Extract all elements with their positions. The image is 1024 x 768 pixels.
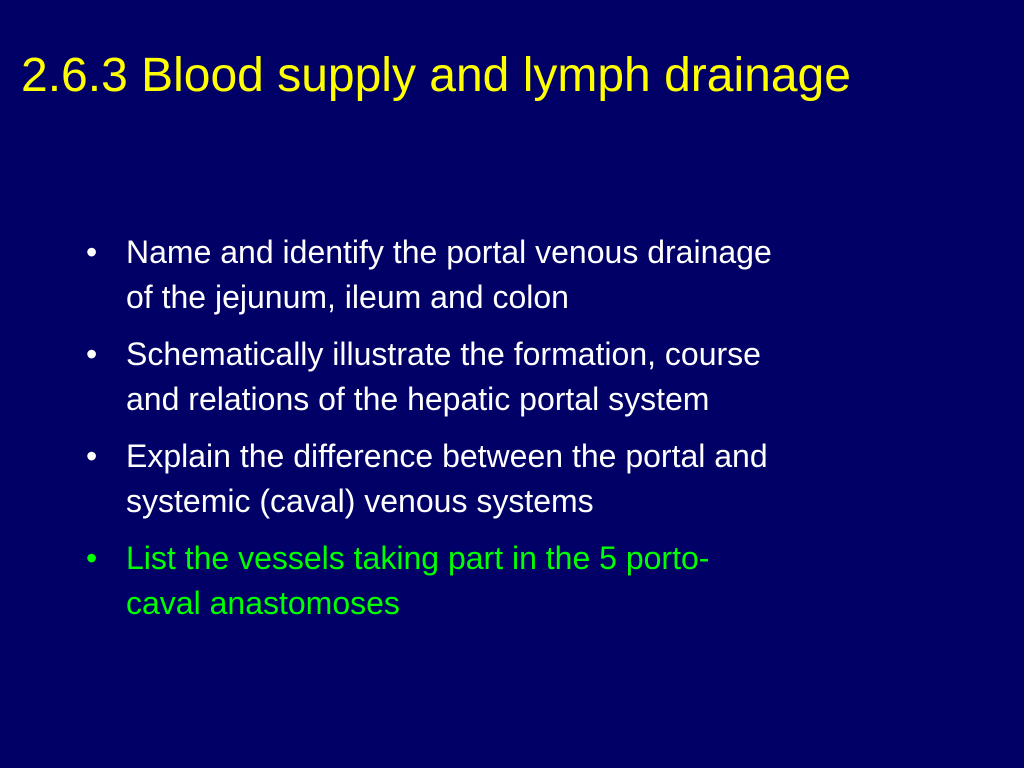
bullet-item (86, 434, 966, 524)
bullet-dot-icon: • (86, 540, 98, 576)
bullet-item (86, 332, 966, 422)
bullet-text-line: Schematically illustrate the formation, course (126, 336, 761, 372)
bullet-text-line: systemic (caval) venous systems (126, 483, 594, 519)
bullet-list (86, 230, 966, 638)
bullet-dot-icon: • (86, 336, 98, 372)
bullet-dot-icon: • (86, 234, 98, 270)
bullet-text-line: Explain the difference between the portal and (126, 438, 768, 474)
bullet-item (86, 230, 966, 320)
bullet-text-line: List the vessels taking part in the 5 porto- (126, 540, 710, 576)
bullet-item (86, 536, 966, 626)
slide-title: 2.6.3 Blood supply and lymph drainage (21, 49, 851, 102)
bullet-dot-icon: • (86, 438, 98, 474)
bullet-text-line: of the jejunum, ileum and colon (126, 279, 569, 315)
bullet-text-line: and relations of the hepatic portal system (126, 381, 710, 417)
bullet-text-line: Name and identify the portal venous drainage (126, 234, 772, 270)
bullet-text-line: caval anastomoses (126, 585, 400, 621)
